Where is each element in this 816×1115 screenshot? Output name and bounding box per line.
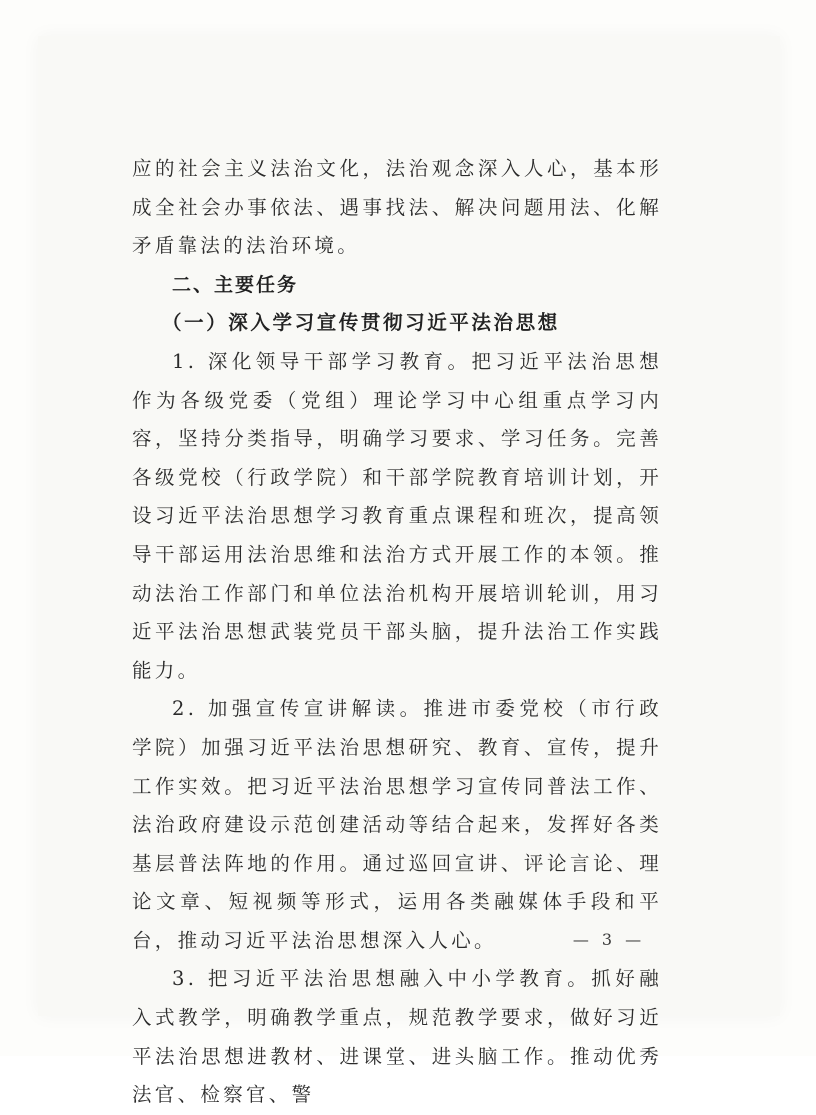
page-number: — 3 — (572, 930, 646, 949)
paragraph-item-1: 1. 深化领导干部学习教育。把习近平法治思想作为各级党委（党组）理论学习中心组重点学习内容，坚持分类指导，明确学习要求、学习任务。完善各级党校（行政学院）和干部学院教育培训计划，开设习近平法治思想学习教育重点课程和班次，提高领导干部运用法治思维和法治方式开展工作的本领。推动法治工作部门和单位法治机构开展培训轮训，用习近平法治思想武装党员干部头脑，提升法治工作实践能力。 (132, 349, 662, 682)
paragraph-item-2: 2. 加强宣传宣讲解读。推进市委党校（市行政学院）加强习近平法治思想研究、教育、宣传，提升工作实效。把习近平法治思想学习宣传同普法工作、法治政府建设示范创建活动等结合起来，发挥好各类基层普法阵地的作用。通过巡回宣讲、评论言论、理论文章、短视频等形式，运用各类融媒体手段和平台，推动习近平法治思想深入人心。 (132, 697, 662, 952)
paragraph-intro-continuation: 应的社会主义法治文化，法治观念深入人心，基本形成全社会办事依法、遇事找法、解决问题用法、化解矛盾靠法的法治环境。 (132, 157, 662, 258)
paragraph-item-3: 3. 把习近平法治思想融入中小学教育。抓好融入式教学，明确教学重点，规范教学要求，做好习近平法治思想进教材、进课堂、进头脑工作。推动优秀法官、检察官、警 (132, 967, 662, 1107)
document-body (132, 150, 662, 1115)
section-heading-main-tasks: 二、主要任务 (172, 273, 299, 296)
subsection-heading-1: （一）深入学习宣传贯彻习近平法治思想 (162, 311, 560, 335)
